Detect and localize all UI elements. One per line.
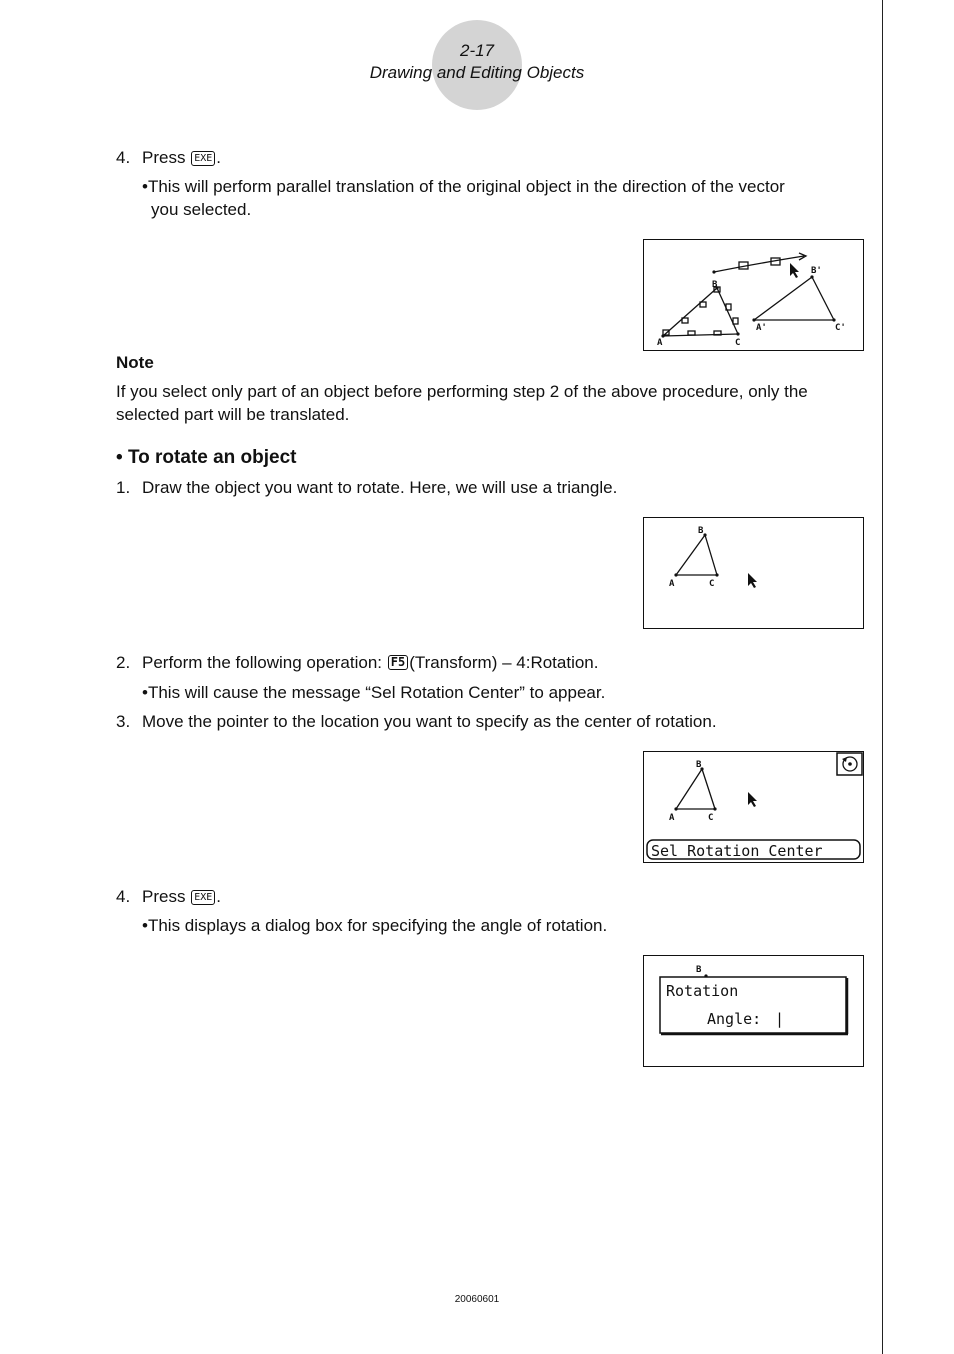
bullet-text: •This will perform parallel translation of the original object in the direction of the vector <box>142 177 785 196</box>
page-number: 2-17 <box>459 41 495 60</box>
bullet-text-cont: you selected. <box>151 200 252 219</box>
f5-key-icon: F5 <box>388 655 408 670</box>
step-text: Press EXE . <box>142 887 221 906</box>
vertex-label: A' <box>756 323 767 333</box>
text-cursor: | <box>775 1010 785 1028</box>
step-number: 4. <box>116 887 131 906</box>
bullet-text: •This will cause the message “Sel Rotation Center” to appear. <box>142 683 606 702</box>
vertex-label: C' <box>835 323 846 333</box>
calculator-screen-translation <box>643 239 864 351</box>
pointer-cursor-icon <box>748 792 757 807</box>
vertex-label: A <box>669 813 675 823</box>
calculator-screen-rotation-dialog <box>643 955 864 1067</box>
section-heading: • To rotate an object <box>116 447 297 468</box>
vertex-label: B <box>698 526 704 536</box>
section-title: Drawing and Editing Objects <box>369 63 585 82</box>
bullet-text: •This displays a dialog box for specifying the angle of rotation. <box>142 916 608 935</box>
pointer-cursor-icon <box>790 263 799 278</box>
exe-key-icon: EXE <box>191 151 215 166</box>
vertex-label: C <box>735 338 741 348</box>
dialog-prompt: Angle: <box>707 1010 762 1028</box>
vertex-label: B <box>696 760 702 770</box>
rotation-icon <box>848 762 852 766</box>
step-text: Press EXE . <box>142 148 221 167</box>
step-text: Move the pointer to the location you want to specify as the center of rotation. <box>142 712 717 731</box>
footer-code: 20060601 <box>454 1294 500 1305</box>
vertex-label: C <box>708 813 714 823</box>
vertex-label: B <box>696 965 702 975</box>
step-text: Draw the object you want to rotate. Here, we will use a triangle. <box>142 478 618 497</box>
page-edge-rule <box>882 0 883 1354</box>
exe-key-icon: EXE <box>191 890 215 905</box>
vertex-label: B' <box>811 266 822 276</box>
vertex-label: B <box>712 280 718 290</box>
vertex-label: A <box>669 579 675 589</box>
step-number: 2. <box>116 653 131 672</box>
step-number: 4. <box>116 148 131 167</box>
note-text: If you select only part of an object before performing step 2 of the above procedure, only the <box>116 382 808 401</box>
dialog-title: Rotation <box>666 982 739 1000</box>
calculator-screen-rotation-center <box>643 751 864 863</box>
note-heading: Note <box>116 353 154 372</box>
vertex-label: C <box>709 579 715 589</box>
calculator-screen-triangle <box>643 517 864 629</box>
step-number: 3. <box>116 712 131 731</box>
pointer-cursor-icon <box>748 573 757 588</box>
step-text: Perform the following operation: F5 (Transform) – 4:Rotation. <box>142 653 599 672</box>
vertex-label: A <box>657 338 663 348</box>
note-text-cont: selected part will be translated. <box>116 405 350 424</box>
step-number: 1. <box>116 478 131 497</box>
status-message: Sel Rotation Center <box>651 842 823 860</box>
